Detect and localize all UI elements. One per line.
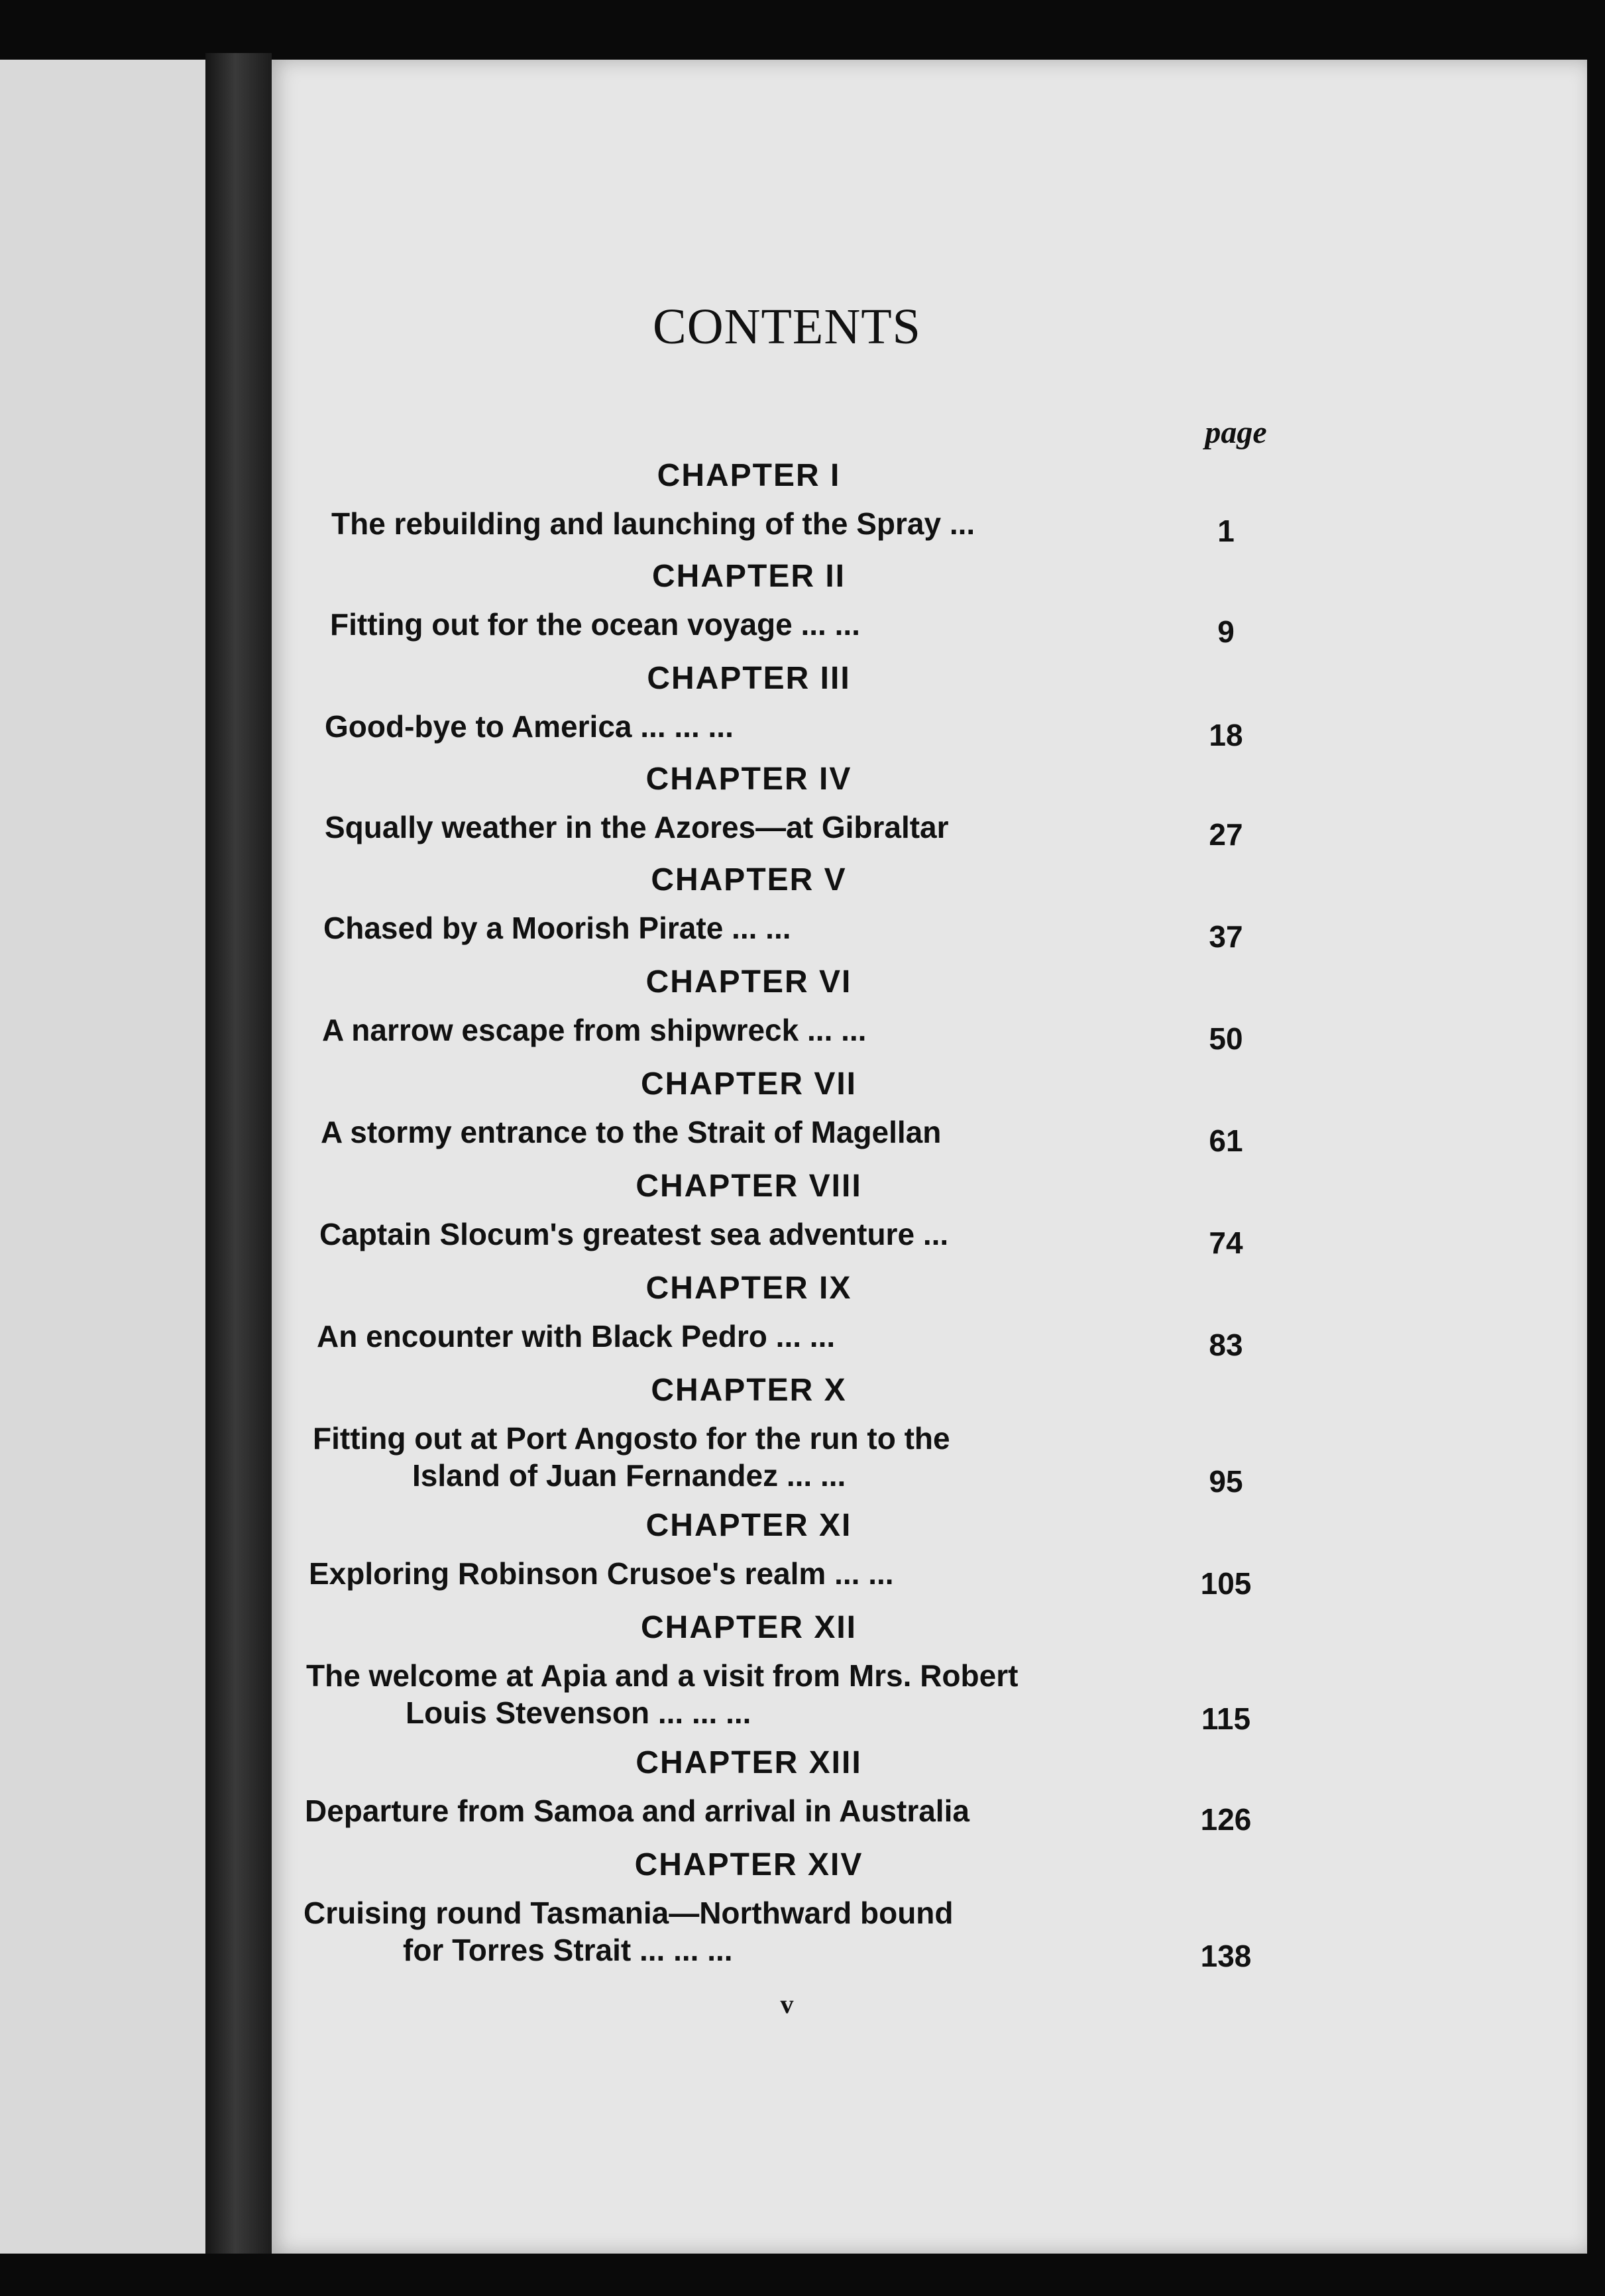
page-title: CONTENTS xyxy=(653,299,921,355)
chapter-label: CHAPTER III xyxy=(647,661,851,696)
chapter-description xyxy=(317,1318,1271,1355)
chapter-label: CHAPTER VI xyxy=(645,964,852,1000)
chapter-description xyxy=(309,1555,1263,1592)
page-number: 138 xyxy=(1200,1939,1252,1973)
chapter-description xyxy=(321,1114,1275,1151)
page-number: 115 xyxy=(1201,1701,1251,1736)
chapter-title-line: Good-bye to America ... ... ... xyxy=(325,709,734,744)
chapter-title-line: Louis Stevenson ... ... ... xyxy=(406,1695,751,1730)
chapter-label: CHAPTER I xyxy=(657,458,841,493)
chapter-label: CHAPTER XII xyxy=(640,1610,858,1645)
chapter-title-line: Fitting out at Port Angosto for the run to the xyxy=(313,1421,950,1456)
chapter-title-line: An encounter with Black Pedro ... ... xyxy=(317,1319,836,1353)
chapter-label: CHAPTER IV xyxy=(645,762,852,797)
chapter-title-line: The rebuilding and launching of the Spray ... xyxy=(331,506,975,541)
page-number: 18 xyxy=(1209,718,1243,752)
chapter-description xyxy=(306,1657,1260,1731)
chapter-label: CHAPTER II xyxy=(651,559,846,594)
page-number: 105 xyxy=(1200,1566,1252,1601)
chapter-title-line: Fitting out for the ocean voyage ... ... xyxy=(330,607,860,642)
chapter-title-line: Captain Slocum's greatest sea adventure ... xyxy=(319,1217,949,1251)
page-number: 27 xyxy=(1209,817,1243,852)
page-number: 126 xyxy=(1200,1802,1252,1837)
chapter-description xyxy=(330,606,1284,643)
facing-page xyxy=(0,60,205,2254)
chapter-label: CHAPTER IX xyxy=(645,1271,852,1306)
folio-number: v xyxy=(780,1989,794,2019)
chapter-description xyxy=(325,708,1279,745)
chapter-description xyxy=(319,1216,1274,1253)
contents-page xyxy=(272,60,1587,2254)
chapter-title-line: Cruising round Tasmania—Northward bound xyxy=(304,1896,954,1930)
chapter-label: CHAPTER X xyxy=(651,1373,847,1408)
chapter-title-line: for Torres Strait ... ... ... xyxy=(403,1933,733,1967)
page-number: 61 xyxy=(1209,1123,1243,1158)
chapter-label: CHAPTER VIII xyxy=(636,1169,862,1204)
chapter-description xyxy=(323,909,1278,947)
page-number: 9 xyxy=(1217,614,1235,649)
chapter-title-line: Chased by a Moorish Pirate ... ... xyxy=(323,911,791,945)
chapter-title-line: Departure from Samoa and arrival in Australia xyxy=(305,1794,969,1828)
page-number: 50 xyxy=(1209,1021,1243,1056)
chapter-label: CHAPTER XIV xyxy=(634,1847,863,1882)
chapter-title-line: A narrow escape from shipwreck ... ... xyxy=(322,1013,867,1047)
page-number: 37 xyxy=(1209,919,1243,954)
chapter-title-line: Squally weather in the Azores—at Gibraltar xyxy=(325,810,949,844)
chapter-description xyxy=(304,1894,1258,1969)
chapter-label: CHAPTER XIII xyxy=(636,1745,862,1780)
chapter-description xyxy=(313,1420,1267,1494)
page-number: 95 xyxy=(1209,1464,1243,1499)
chapter-description xyxy=(331,505,1286,542)
page-number: 1 xyxy=(1217,514,1235,548)
chapter-description xyxy=(325,809,1279,846)
page-column-heading: page xyxy=(1205,415,1267,450)
chapter-description xyxy=(305,1792,1259,1829)
chapter-title-line: Island of Juan Fernandez ... ... xyxy=(412,1458,846,1493)
chapter-title-line: A stormy entrance to the Strait of Magellan xyxy=(321,1115,942,1149)
book-gutter xyxy=(205,53,272,2254)
page-number: 74 xyxy=(1209,1226,1243,1260)
chapter-label: CHAPTER XI xyxy=(645,1508,852,1543)
page-number: 83 xyxy=(1209,1328,1243,1362)
chapter-label: CHAPTER VII xyxy=(640,1066,858,1102)
chapter-label: CHAPTER V xyxy=(651,862,847,897)
chapter-title-line: The welcome at Apia and a visit from Mrs. Robert xyxy=(306,1658,1019,1693)
chapter-title-line: Exploring Robinson Crusoe's realm ... ... xyxy=(309,1556,894,1591)
chapter-description xyxy=(322,1011,1276,1049)
